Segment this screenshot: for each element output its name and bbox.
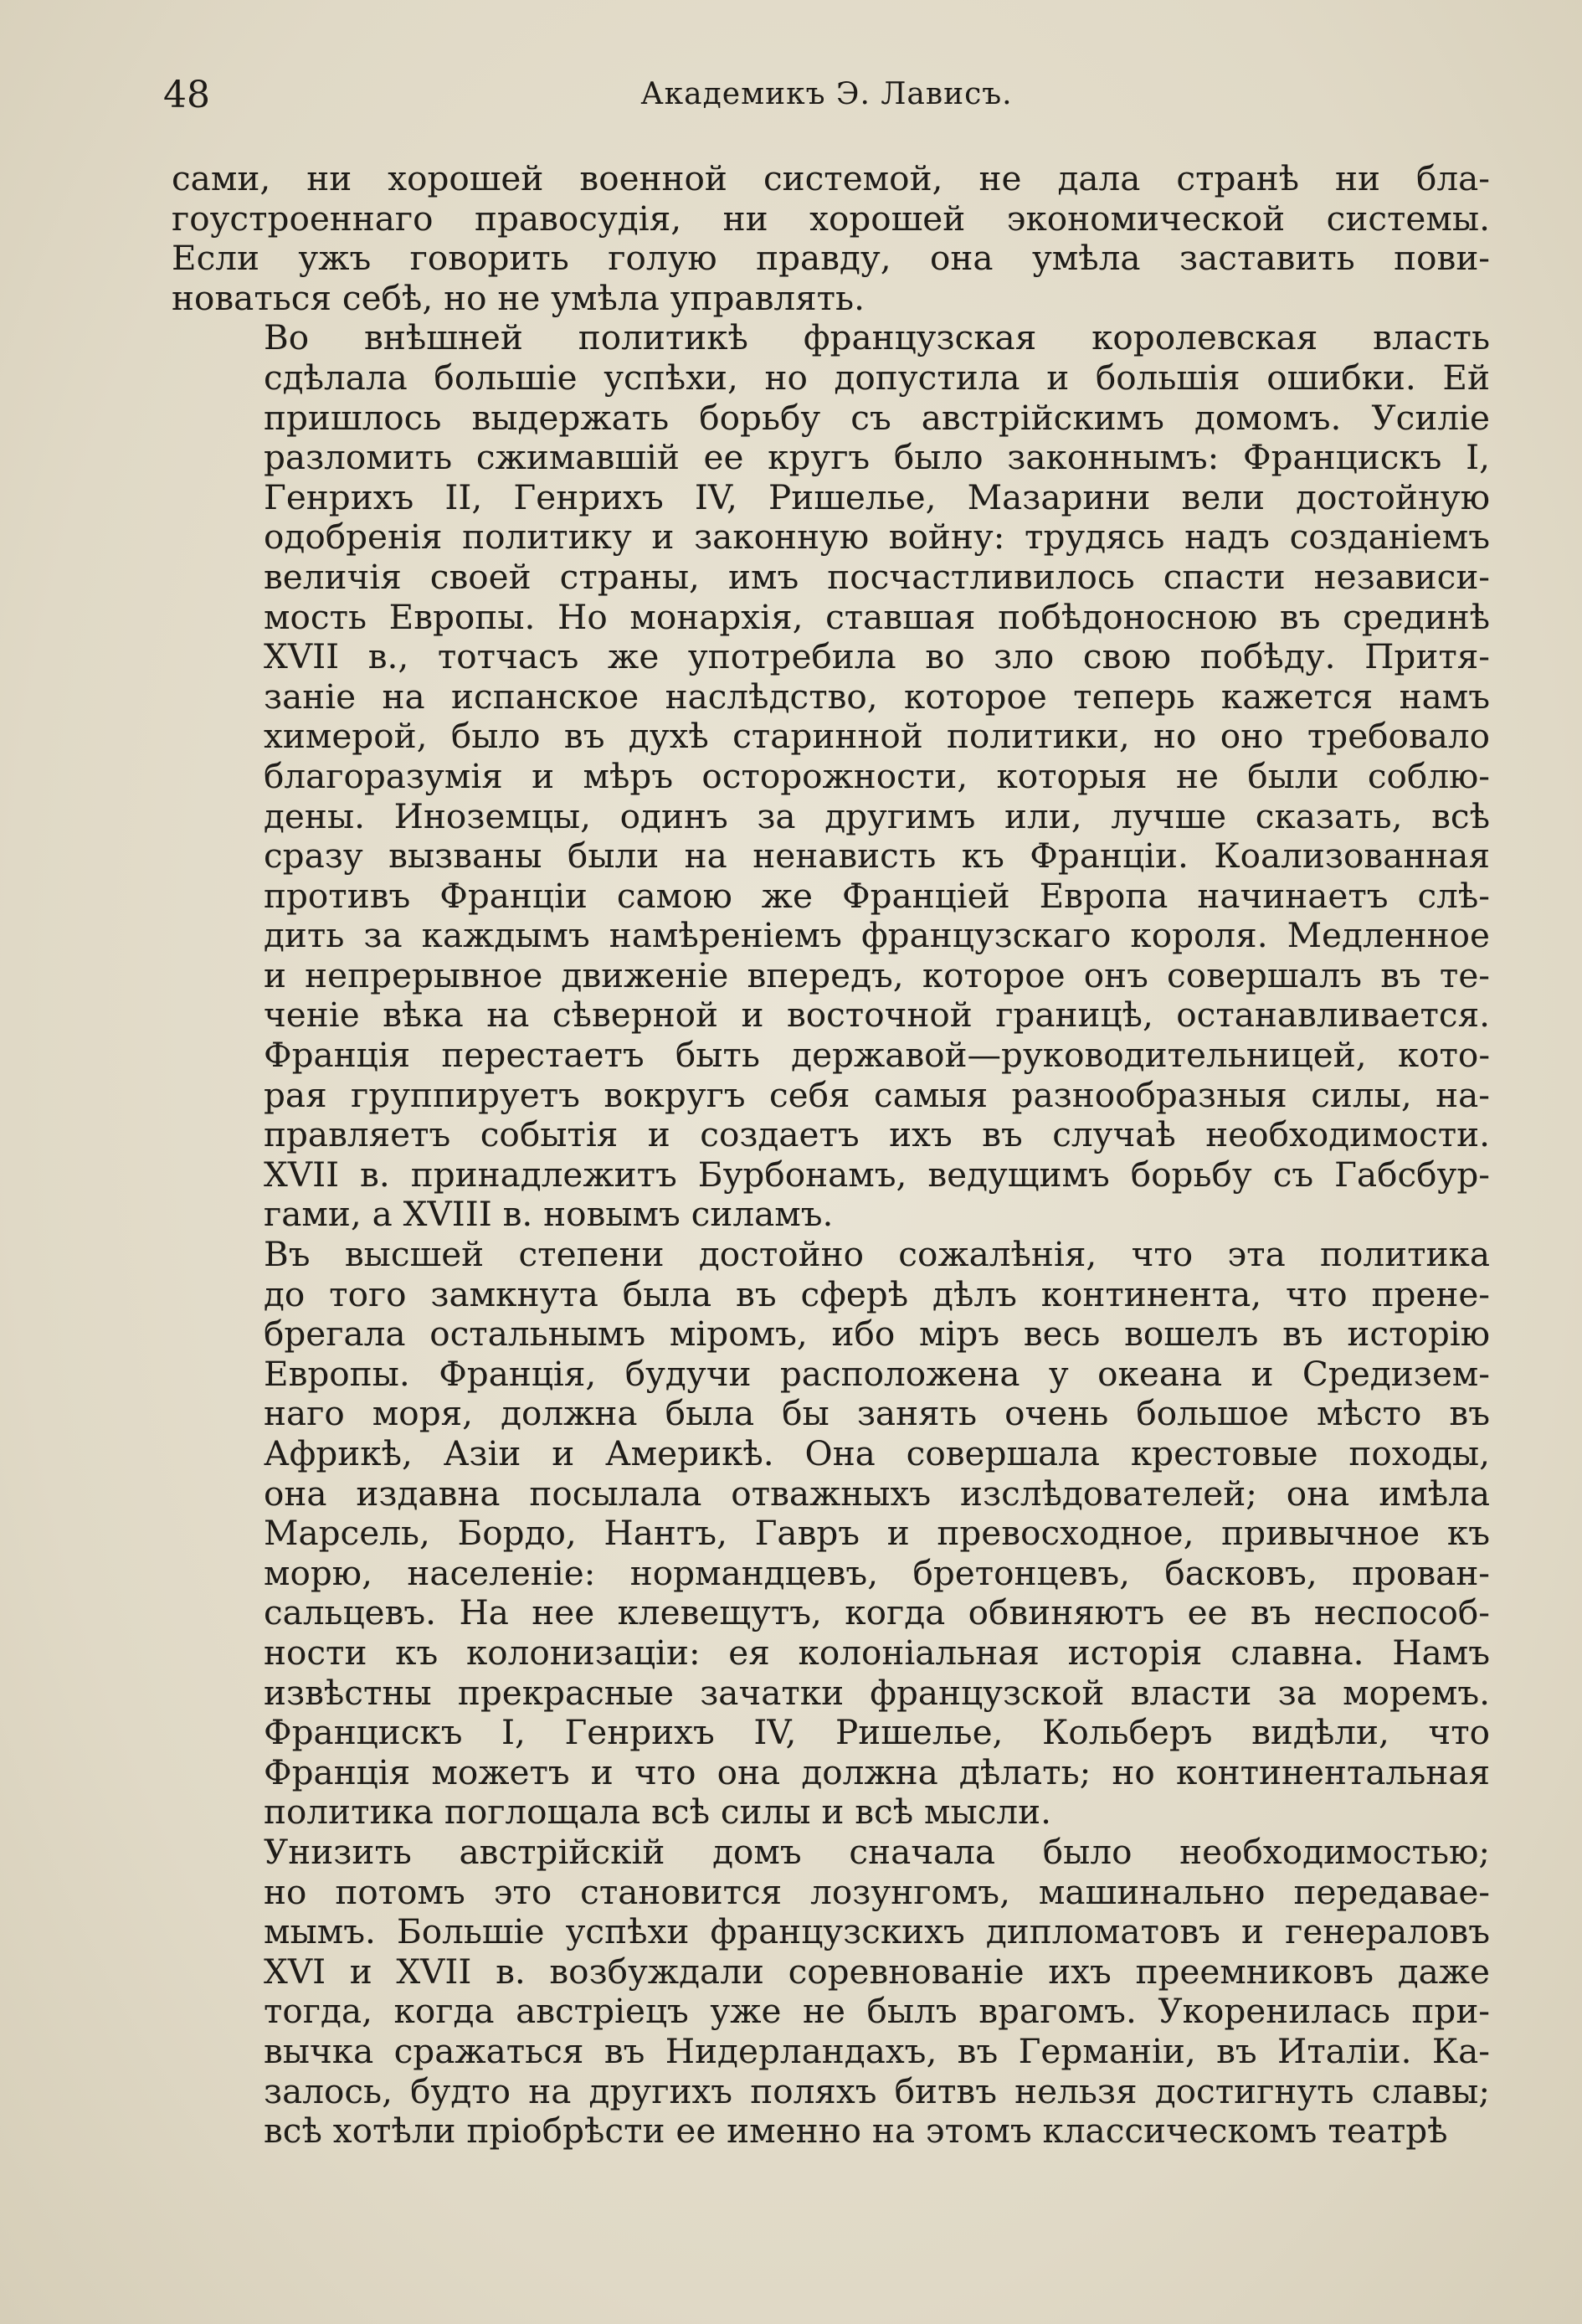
text-line: тогда, когда австріецъ уже не былъ врагомъ. Укоренилась при-	[264, 1991, 1490, 2032]
text-line: Если ужъ говорить голую правду, она умѣла заставить пови-	[172, 238, 1490, 279]
text-line: до того замкнута была въ сферѣ дѣлъ континента, что прене-	[264, 1273, 1490, 1314]
text-line: сальцевъ. На нее клевещутъ, когда обвиняютъ ее въ неспособ-	[264, 1592, 1490, 1633]
paragraph	[172, 159, 1490, 318]
text-line: Францискъ I, Генрихъ IV, Ришелье, Кольберъ видѣли, что	[264, 1712, 1490, 1753]
text-line: мымъ. Большіе успѣхи французскихъ дипломатовъ и генераловъ	[264, 1911, 1490, 1952]
text-line: и непрерывное движеніе впередъ, которое онъ совершалъ въ те-	[264, 954, 1490, 995]
text-line: Во внѣшней политикѣ французская королевская власть	[264, 317, 1490, 358]
text-line: брегала остальнымъ міромъ, ибо міръ весь вошелъ въ исторію	[264, 1314, 1490, 1355]
text-line: гами, а XVIII в. новымъ силамъ.	[264, 1194, 834, 1235]
text-line: морю, населеніе: нормандцевъ, бретонцевъ, басковъ, прован-	[264, 1552, 1490, 1593]
text-line: Франція перестаетъ быть державой—руководительницей, кото-	[264, 1035, 1490, 1076]
text-line: ченіе вѣка на сѣверной и восточной границѣ, останавливается.	[264, 995, 1490, 1036]
text-line: одобренія политику и законную войну: трудясь надъ созданіемъ	[264, 517, 1490, 558]
text-line: правляетъ событія и создаетъ ихъ въ случаѣ необходимости.	[264, 1114, 1490, 1155]
text-line: сдѣлала большіе успѣхи, но допустила и большія ошибки. Ей	[264, 357, 1490, 398]
paragraph	[172, 1833, 1490, 2152]
text-line: ности къ колонизаціи: ея колоніальная исторія славна. Намъ	[264, 1632, 1490, 1673]
running-head	[163, 74, 1490, 124]
text-line: рая группируетъ вокругъ себя самыя разнообразныя силы, на-	[264, 1074, 1490, 1115]
text-line: Франція можетъ и что она должна дѣлать; но континентальная	[264, 1751, 1490, 1792]
text-line: Африкѣ, Азіи и Америкѣ. Она совершала крестовые походы,	[264, 1433, 1490, 1473]
text-line: XVII в., тотчасъ же употребила во зло свою побѣду. Притя-	[264, 636, 1490, 677]
text-line: химерой, было въ духѣ старинной политики, но оно требовало	[264, 716, 1490, 757]
text-line: дены. Иноземцы, одинъ за другимъ или, лучше сказать, всѣ	[264, 795, 1490, 836]
paragraph	[172, 1235, 1490, 1833]
body-text	[172, 159, 1490, 2152]
page-number: 48	[163, 74, 210, 116]
text-line: XVII в. принадлежитъ Бурбонамъ, ведущимъ борьбу съ Габсбур-	[264, 1154, 1490, 1195]
text-line: вычка сражаться въ Нидерландахъ, въ Германіи, въ Италіи. Ка-	[264, 2030, 1490, 2071]
text-line: дить за каждымъ намѣреніемъ французскаго короля. Медленное	[264, 915, 1490, 956]
text-line: Европы. Франція, будучи расположена у океана и Средизем-	[264, 1353, 1490, 1394]
text-line: она издавна посылала отважныхъ изслѣдователей; она имѣла	[264, 1473, 1490, 1514]
text-line: пришлось выдержать борьбу съ австрійскимъ домомъ. Усиліе	[264, 397, 1490, 438]
text-line: Въ высшей степени достойно сожалѣнія, что эта политика	[264, 1234, 1490, 1275]
text-line: новаться себѣ, но не умѣла управлять.	[172, 277, 865, 318]
text-line: противъ Франціи самою же Франціей Европа начинаетъ слѣ-	[264, 875, 1490, 916]
text-line: всѣ хотѣли пріобрѣсти ее именно на этомъ классическомъ театрѣ	[264, 2111, 1448, 2152]
text-line: заніе на испанское наслѣдство, которое теперь кажется намъ	[264, 676, 1490, 717]
text-line: залось, будто на другихъ поляхъ битвъ нельзя достигнуть славы;	[264, 2070, 1490, 2111]
text-line: сразу вызваны были на ненависть къ Франціи. Коализованная	[264, 836, 1490, 877]
paragraph	[172, 318, 1490, 1235]
running-title: Академикъ Э. Лависъ.	[640, 77, 1013, 111]
text-line: Унизить австрійскій домъ сначала было необходимостью;	[264, 1831, 1490, 1872]
text-line: разломить сжимавшій ее кругъ было законнымъ: Францискъ I,	[264, 437, 1490, 478]
text-line: извѣстны прекрасные зачатки французской власти за моремъ.	[264, 1672, 1490, 1713]
text-line: XVI и XVII в. возбуждали соревнованіе ихъ преемниковъ даже	[264, 1951, 1490, 1992]
text-line: Генрихъ II, Генрихъ IV, Ришелье, Мазарини вели достойную	[264, 476, 1490, 517]
text-line: сами, ни хорошей военной системой, не дала странѣ ни бла-	[172, 158, 1490, 198]
text-line: мость Европы. Но монархія, ставшая побѣдоносною въ срединѣ	[264, 596, 1490, 637]
text-line: благоразумія и мѣръ осторожности, которыя не были соблю-	[264, 755, 1490, 796]
text-line: политика поглощала всѣ силы и всѣ мысли.	[264, 1792, 1052, 1833]
text-line: но потомъ это становится лозунгомъ, машинально передавае-	[264, 1871, 1490, 1912]
text-line: гоустроеннаго правосудія, ни хорошей экономической системы.	[172, 198, 1490, 239]
text-line: Марсель, Бордо, Нантъ, Гавръ и превосходное, привычное къ	[264, 1513, 1490, 1554]
text-line: величія своей страны, имъ посчастливилось спасти независи-	[264, 556, 1490, 597]
text-line: наго моря, должна была бы занять очень большое мѣсто въ	[264, 1393, 1490, 1434]
